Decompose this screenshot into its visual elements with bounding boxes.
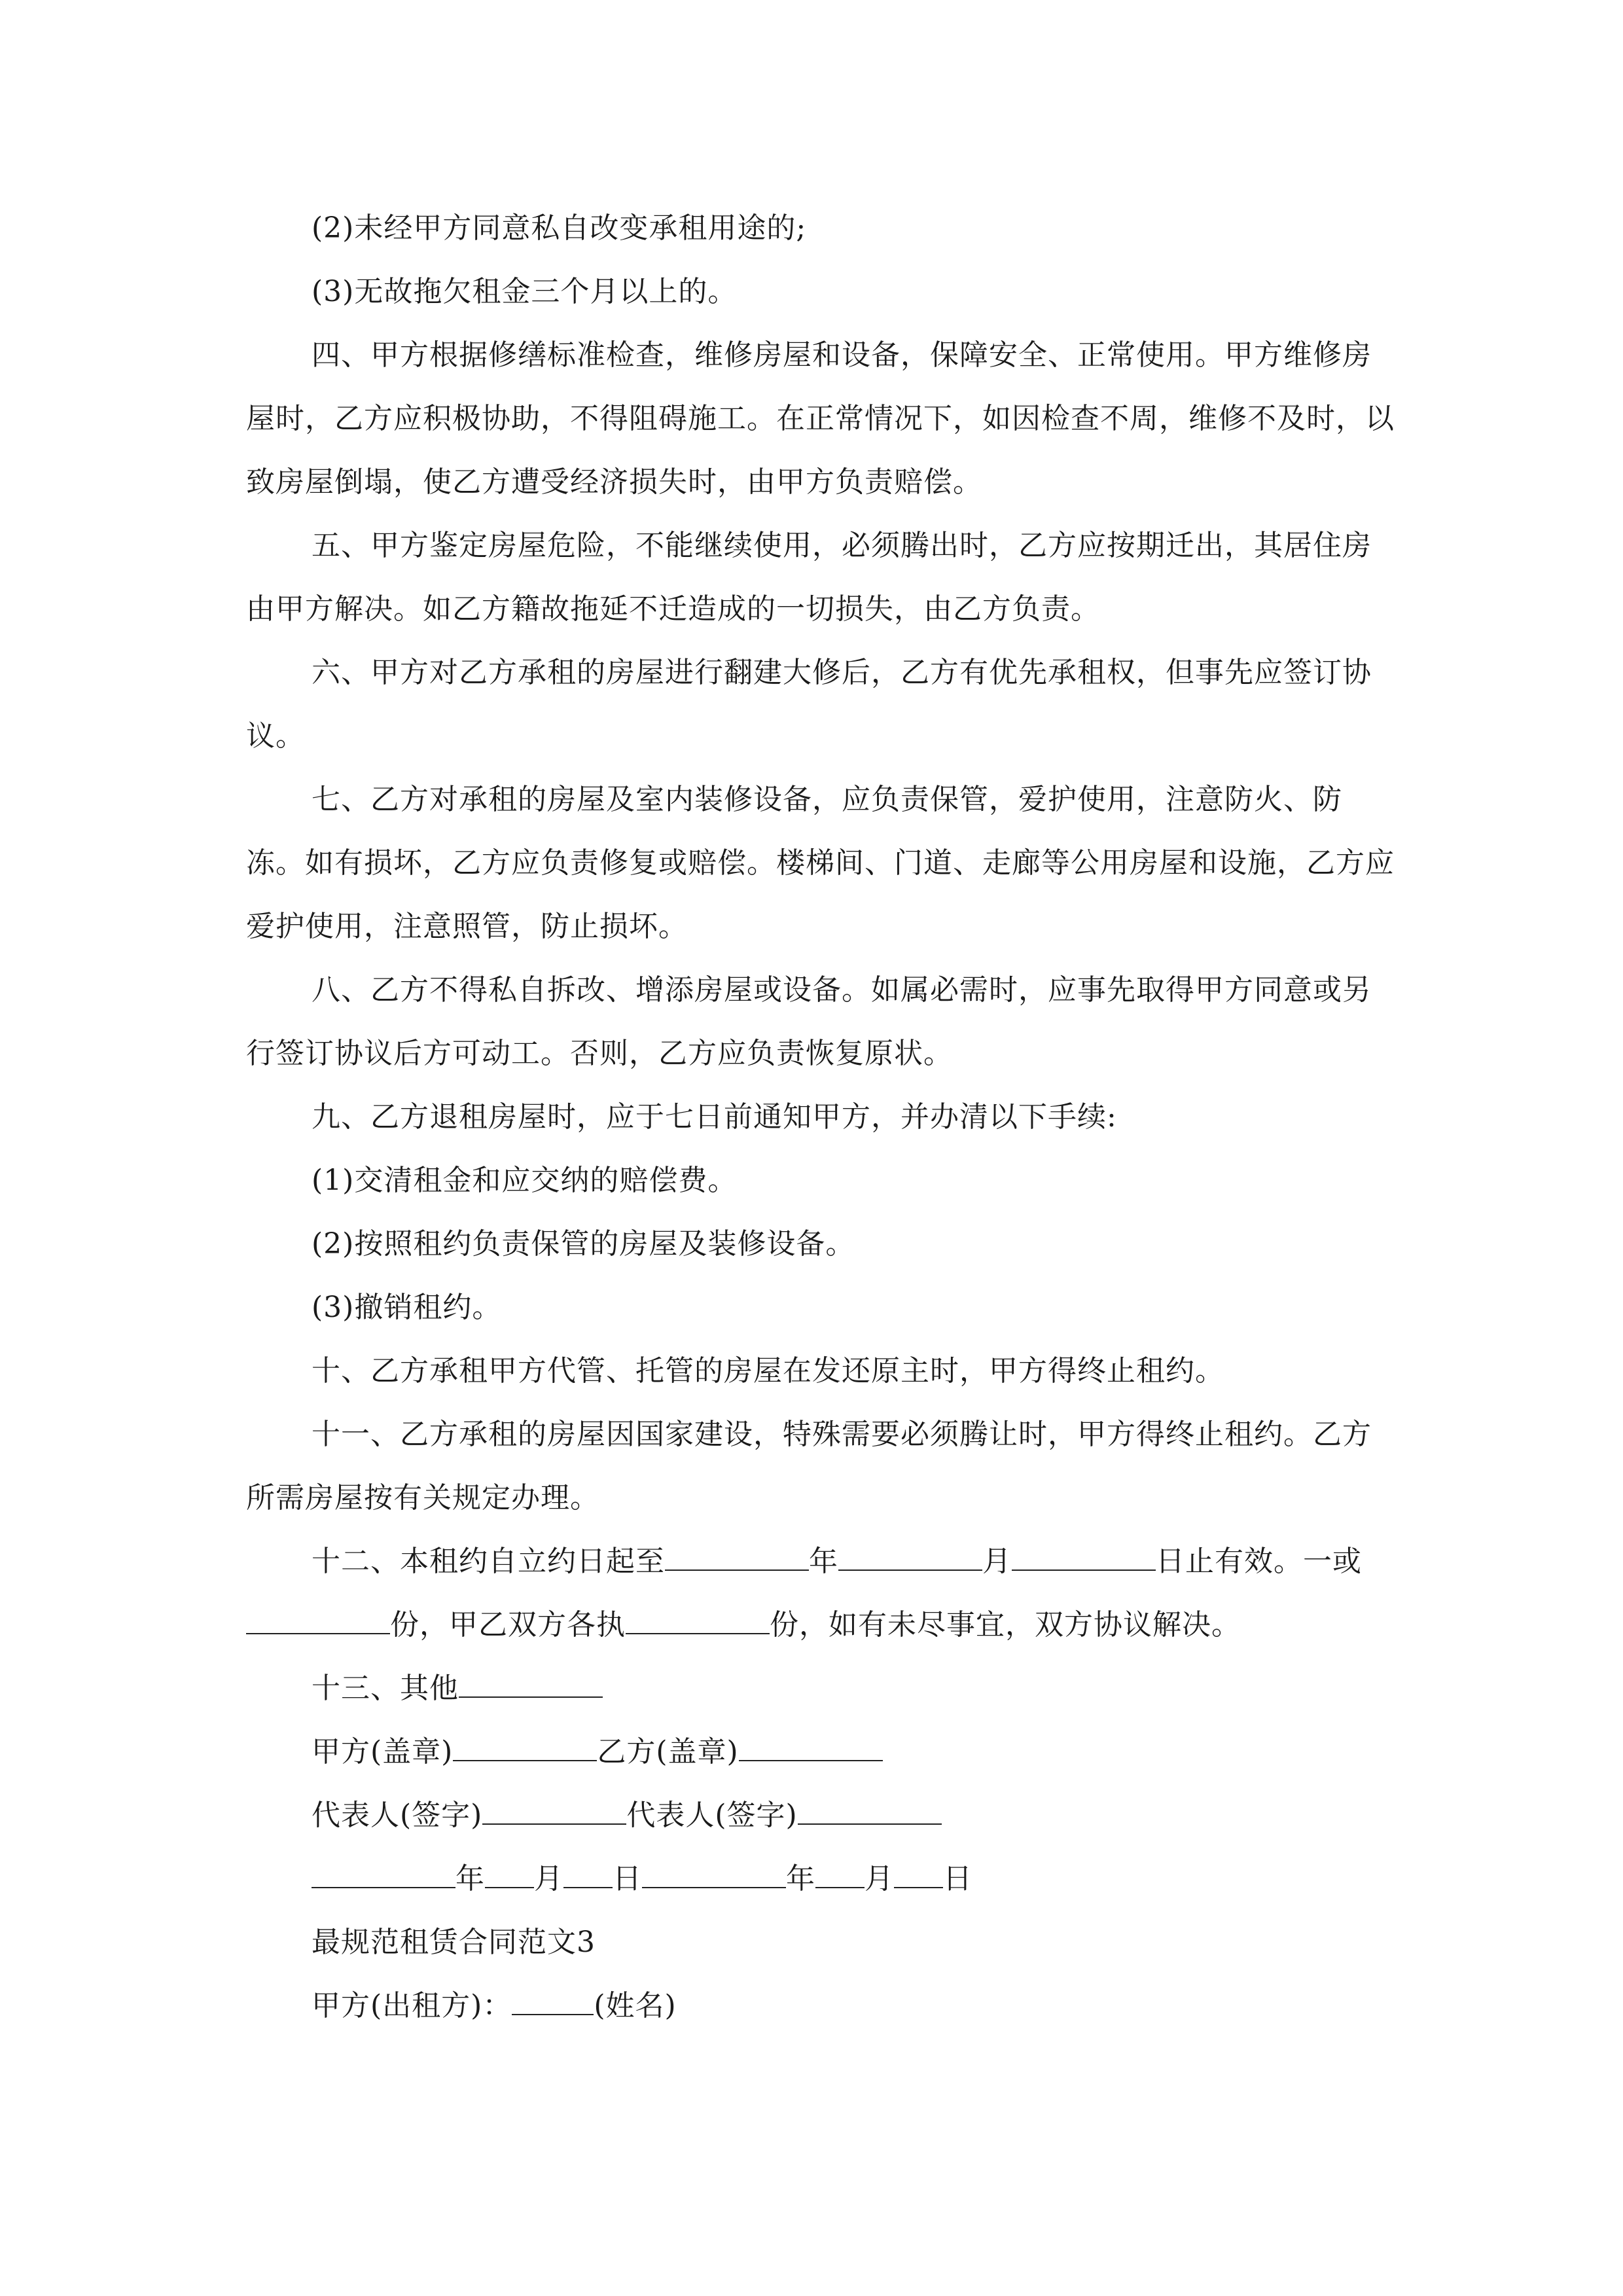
article-5-danger: 五、甲方鉴定房屋危险，不能继续使用，必须腾出时，乙方应按期迁出，其居住房由甲方解决。如乙方籍故拖延不迁造成的一切损失，由乙方负责。: [246, 529, 1372, 626]
date-b-month-label: 月: [865, 1862, 894, 1895]
other-label: 十三、其他: [312, 1672, 459, 1705]
date-b-day-label: 日: [943, 1862, 972, 1895]
seal-line: [246, 1720, 1398, 1784]
rep-a-label: 代表人(签字): [312, 1799, 483, 1832]
article-7-maintenance: 七、乙方对承租的房屋及室内装修设备，应负责保管，爱护使用，注意防火、防冻。如有损坏，乙方应负责修复或赔偿。楼梯间、门道、走廊等公用房屋和设施，乙方应爱护使用，注意照管，防止损坏。: [246, 783, 1395, 943]
party-b-seal-label: 乙方(盖章): [597, 1735, 739, 1768]
clause-2-unauthorized-use: (2)未经甲方同意私自改变承租用途的;: [312, 211, 807, 245]
landlord-name-suffix: (姓名): [594, 1989, 677, 2022]
contract-body: [246, 196, 1398, 2037]
article-11-state-construction: 十一、乙方承租的房屋因国家建设，特殊需要必须腾让时，甲方得终止租约。乙方所需房屋按有关规定办理。: [246, 1418, 1372, 1515]
other-blank[interactable]: [459, 1670, 603, 1698]
article-12-term: [246, 1530, 1398, 1657]
article-9-move-out: 九、乙方退租房屋时，应于七日前通知甲方，并办清以下手续:: [312, 1100, 1117, 1134]
rep-b-blank[interactable]: [798, 1797, 942, 1825]
article-4-repair: 四、甲方根据修缮标准检查，维修房屋和设备，保障安全、正常使用。甲方维修房屋时，乙方应积极协助，不得阻碍施工。在正常情况下，如因检查不周，维修不及时，以致房屋倒塌，使乙方遭受经济损失时，由甲方负责赔偿。: [246, 338, 1395, 499]
date-line: [246, 1847, 1398, 1910]
landlord-label: 甲方(出租方)：: [312, 1989, 512, 2022]
article-10-return: 十、乙方承租甲方代管、托管的房屋在发还原主时，甲方得终止租约。: [312, 1354, 1224, 1388]
rep-a-blank[interactable]: [482, 1797, 626, 1825]
date-b-month-blank[interactable]: [815, 1861, 865, 1888]
party-b-seal-blank[interactable]: [739, 1734, 883, 1761]
landlord-line: [246, 1974, 1398, 2037]
term-year-label: 年: [809, 1545, 838, 1578]
copies-each-blank[interactable]: [626, 1607, 770, 1634]
term-year-blank[interactable]: [665, 1543, 809, 1571]
term-month-blank[interactable]: [838, 1543, 982, 1571]
date-b-day-blank[interactable]: [894, 1861, 943, 1888]
copies-total-blank[interactable]: [246, 1607, 390, 1634]
move-out-item-1: (1)交清租金和应交纳的赔偿费。: [312, 1164, 738, 1197]
term-prefix: 十二、本租约自立约日起至: [312, 1545, 665, 1578]
clause-3-rent-arrears: (3)无故拖欠租金三个月以上的。: [312, 275, 738, 308]
article-8-alterations: 八、乙方不得私自拆改、增添房屋或设备。如属必需时，应事先取得甲方同意或另行签订协议后方可动工。否则，乙方应负责恢复原状。: [246, 973, 1372, 1070]
term-copies-text: 份，甲乙双方各执: [390, 1608, 626, 1641]
article-6-rebuild: 六、甲方对乙方承租的房屋进行翻建大修后，乙方有优先承租权，但事先应签订协议。: [246, 656, 1372, 753]
date-b-year-blank[interactable]: [642, 1861, 786, 1888]
landlord-name-blank[interactable]: [512, 1988, 594, 2015]
term-suffix: 日止有效。一或: [1156, 1545, 1362, 1578]
move-out-item-2: (2)按照租约负责保管的房屋及装修设备。: [312, 1227, 855, 1261]
term-month-label: 月: [982, 1545, 1012, 1578]
date-a-day-blank[interactable]: [563, 1861, 613, 1888]
term-end: 份，如有未尽事宜，双方协议解决。: [770, 1608, 1241, 1641]
date-a-year-label: 年: [455, 1862, 485, 1895]
date-a-year-blank[interactable]: [312, 1861, 455, 1888]
date-b-year-label: 年: [786, 1862, 815, 1895]
section-title: 最规范租赁合同范文3: [312, 1926, 596, 1959]
date-a-month-blank[interactable]: [485, 1861, 534, 1888]
rep-b-label: 代表人(签字): [626, 1799, 798, 1832]
term-day-blank[interactable]: [1012, 1543, 1156, 1571]
party-a-seal-blank[interactable]: [453, 1734, 597, 1761]
move-out-item-3: (3)撤销租约。: [312, 1291, 502, 1324]
date-a-month-label: 月: [534, 1862, 563, 1895]
article-13-other: [246, 1657, 1398, 1720]
party-a-seal-label: 甲方(盖章): [312, 1735, 454, 1768]
date-a-day-label: 日: [613, 1862, 642, 1895]
representative-line: [246, 1784, 1398, 1847]
